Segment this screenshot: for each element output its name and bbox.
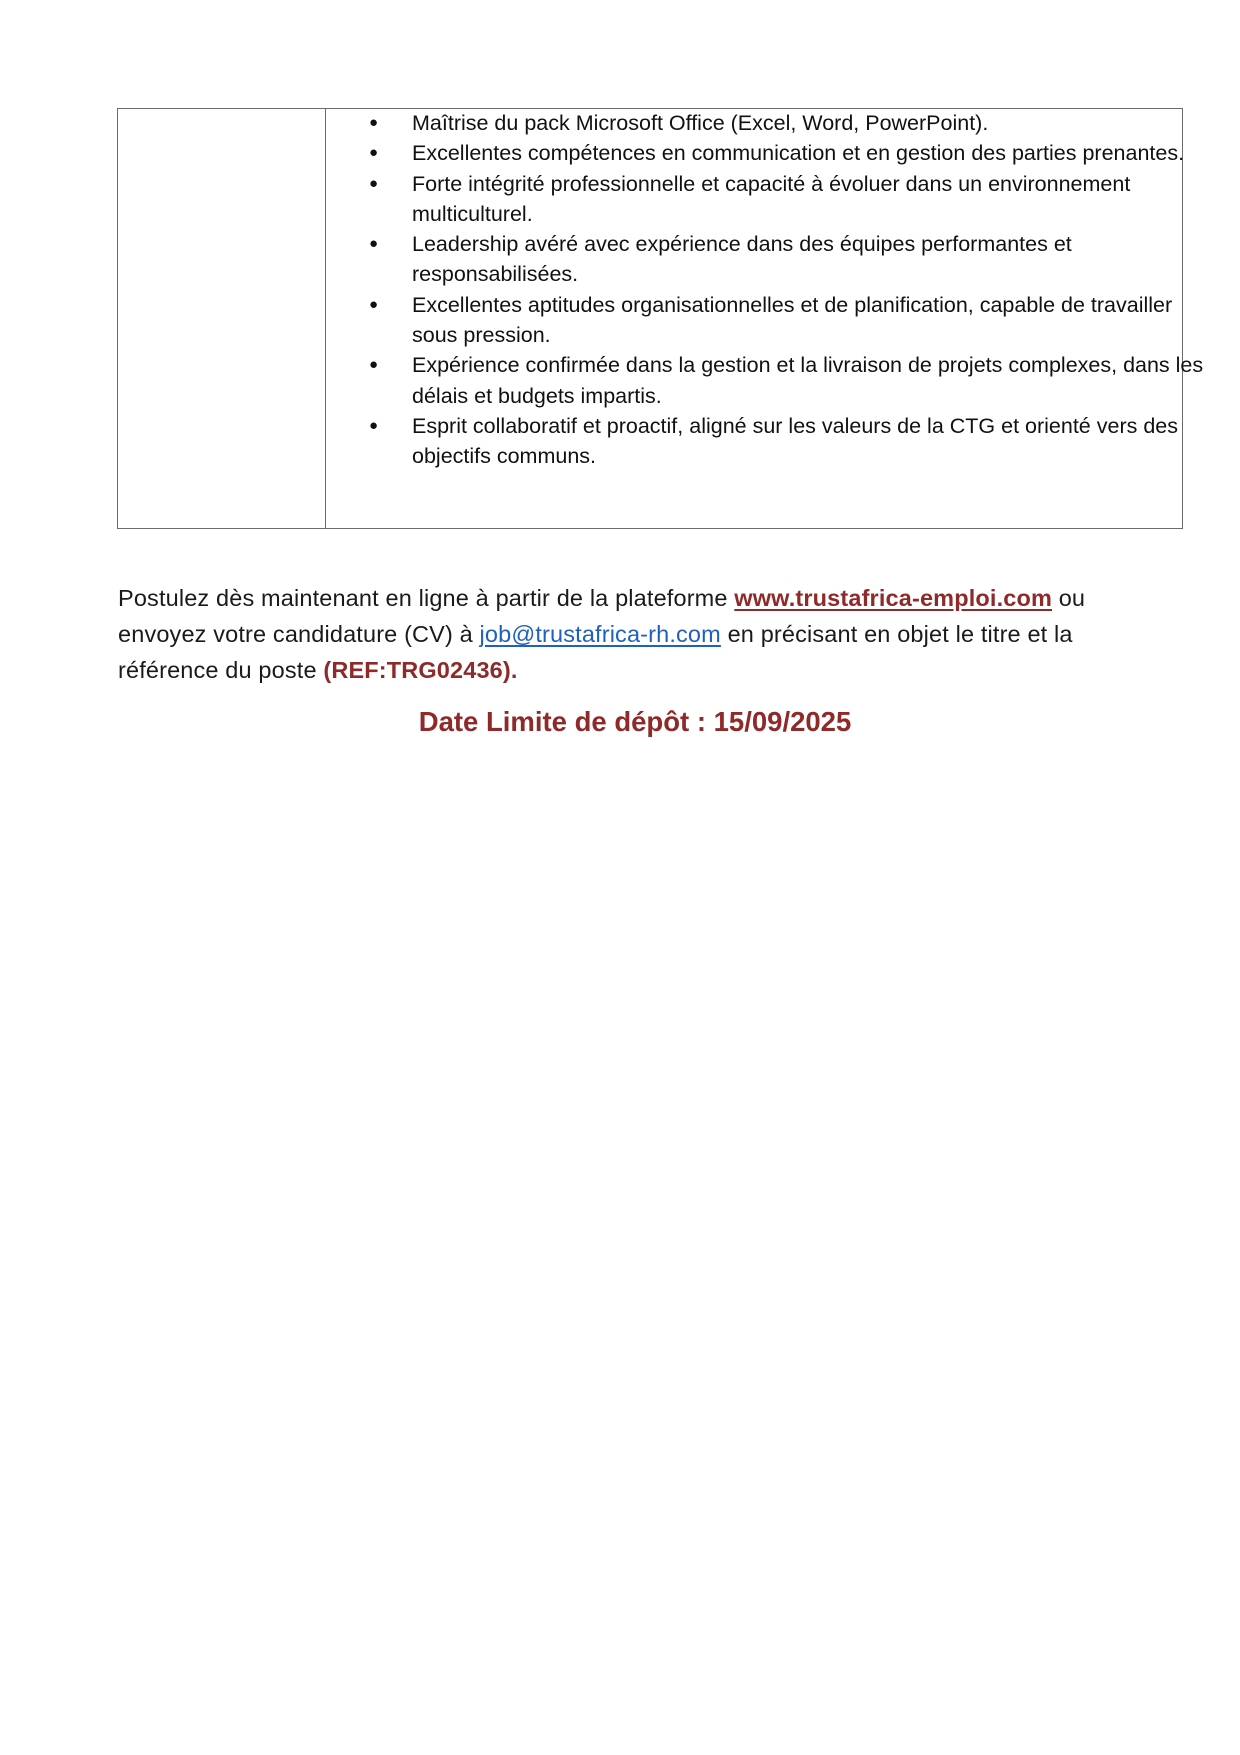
- website-link[interactable]: www.trustafrica-emploi.com: [734, 585, 1053, 611]
- bullet-icon: ●: [369, 144, 379, 162]
- list-item: [369, 290, 1182, 351]
- apply-after-email-text: en précisant en objet le titre et la référence du poste: [118, 621, 1073, 683]
- list-item: [369, 169, 1182, 230]
- bullet-icon: ●: [369, 174, 379, 192]
- requirement-text: Forte intégrité professionnelle et capacité à évoluer dans un environnement multiculturel.: [412, 171, 1131, 226]
- requirement-text: Esprit collaboratif et proactif, aligné sur les valeurs de la CTG et orienté vers des objectifs communs.: [412, 413, 1178, 469]
- requirement-text: Excellentes compétences en communication et en gestion des parties prenantes.: [412, 141, 1185, 166]
- requirement-text: Excellentes aptitudes organisationnelles et de planification, capable de travailler sous pression.: [412, 292, 1173, 348]
- bullet-icon: ●: [369, 235, 379, 253]
- apply-instructions: [118, 580, 1118, 688]
- requirements-list: [369, 108, 1204, 472]
- list-item: [369, 411, 1182, 472]
- bullet-icon: ●: [369, 295, 379, 313]
- apply-mid-text: ou envoyez votre candidature (CV) à: [118, 585, 1086, 647]
- deadline-heading: Date Limite de dépôt : 15/09/2025: [418, 706, 852, 737]
- bullet-icon: ●: [369, 114, 379, 131]
- list-item: [369, 108, 1182, 138]
- email-link[interactable]: job@trustafrica-rh.com: [479, 621, 721, 647]
- apply-intro-text: Postulez dès maintenant en ligne à partir de la plateforme: [118, 585, 735, 611]
- requirement-text: Leadership avéré avec expérience dans des équipes performantes et responsabilisées.: [412, 232, 1072, 287]
- requirement-text: Maîtrise du pack Microsoft Office (Excel, Word, PowerPoint).: [412, 111, 989, 135]
- table-left-cell: [118, 109, 326, 528]
- list-item: [369, 350, 1204, 411]
- bullet-icon: ●: [369, 416, 379, 434]
- job-reference: (REF:TRG02436).: [323, 657, 518, 683]
- bullet-icon: ●: [369, 356, 379, 374]
- list-item: [369, 138, 1185, 168]
- requirement-text: Expérience confirmée dans la gestion et la livraison de projets complexes, dans les délais et budgets impartis.: [412, 353, 1204, 408]
- list-item: [369, 229, 1182, 290]
